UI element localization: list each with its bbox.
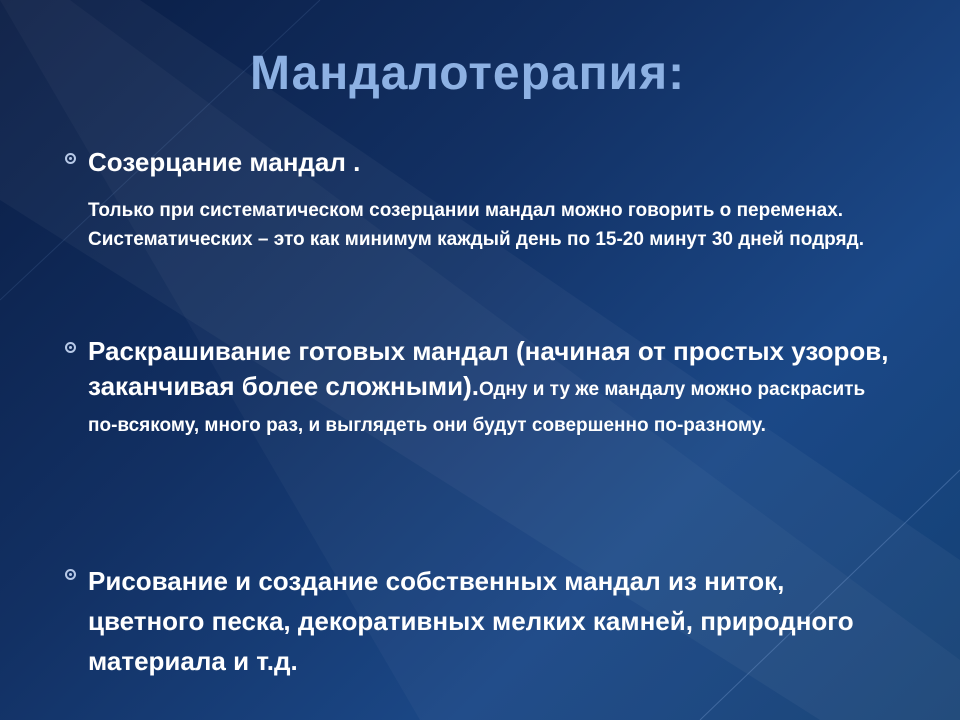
bullet-note: Одну и ту же мандалу можно раскрасить по-всякому, много раз, и выглядеть они будут совершенно по-разному. (88, 379, 866, 436)
bullet-icon (65, 569, 76, 580)
bullet-contemplation (65, 145, 895, 179)
bullet-icon (65, 153, 76, 164)
bullet-heading: Раскрашивание готовых мандал (начиная от простых узоров, заканчивая более сложными). (88, 336, 889, 401)
bullet-coloring (65, 334, 895, 441)
bullet-body (88, 334, 895, 441)
bullet-creating (65, 561, 895, 681)
bullet-heading: Рисование и создание собственных мандал из ниток, цветного песка, декоративных мелких камней, природного материала и т.д. (88, 566, 854, 676)
bullet-heading: Созерцание мандал . (88, 147, 361, 177)
bullet-icon (65, 342, 76, 353)
slide-title: Мандалотерапия: (250, 47, 686, 100)
bullet-paragraph: Только при систематическом созерцании мандал можно говорить о переменах. Систематических – это как минимум каждый день по 15-20 минут 30 дней подряд. (88, 200, 864, 250)
